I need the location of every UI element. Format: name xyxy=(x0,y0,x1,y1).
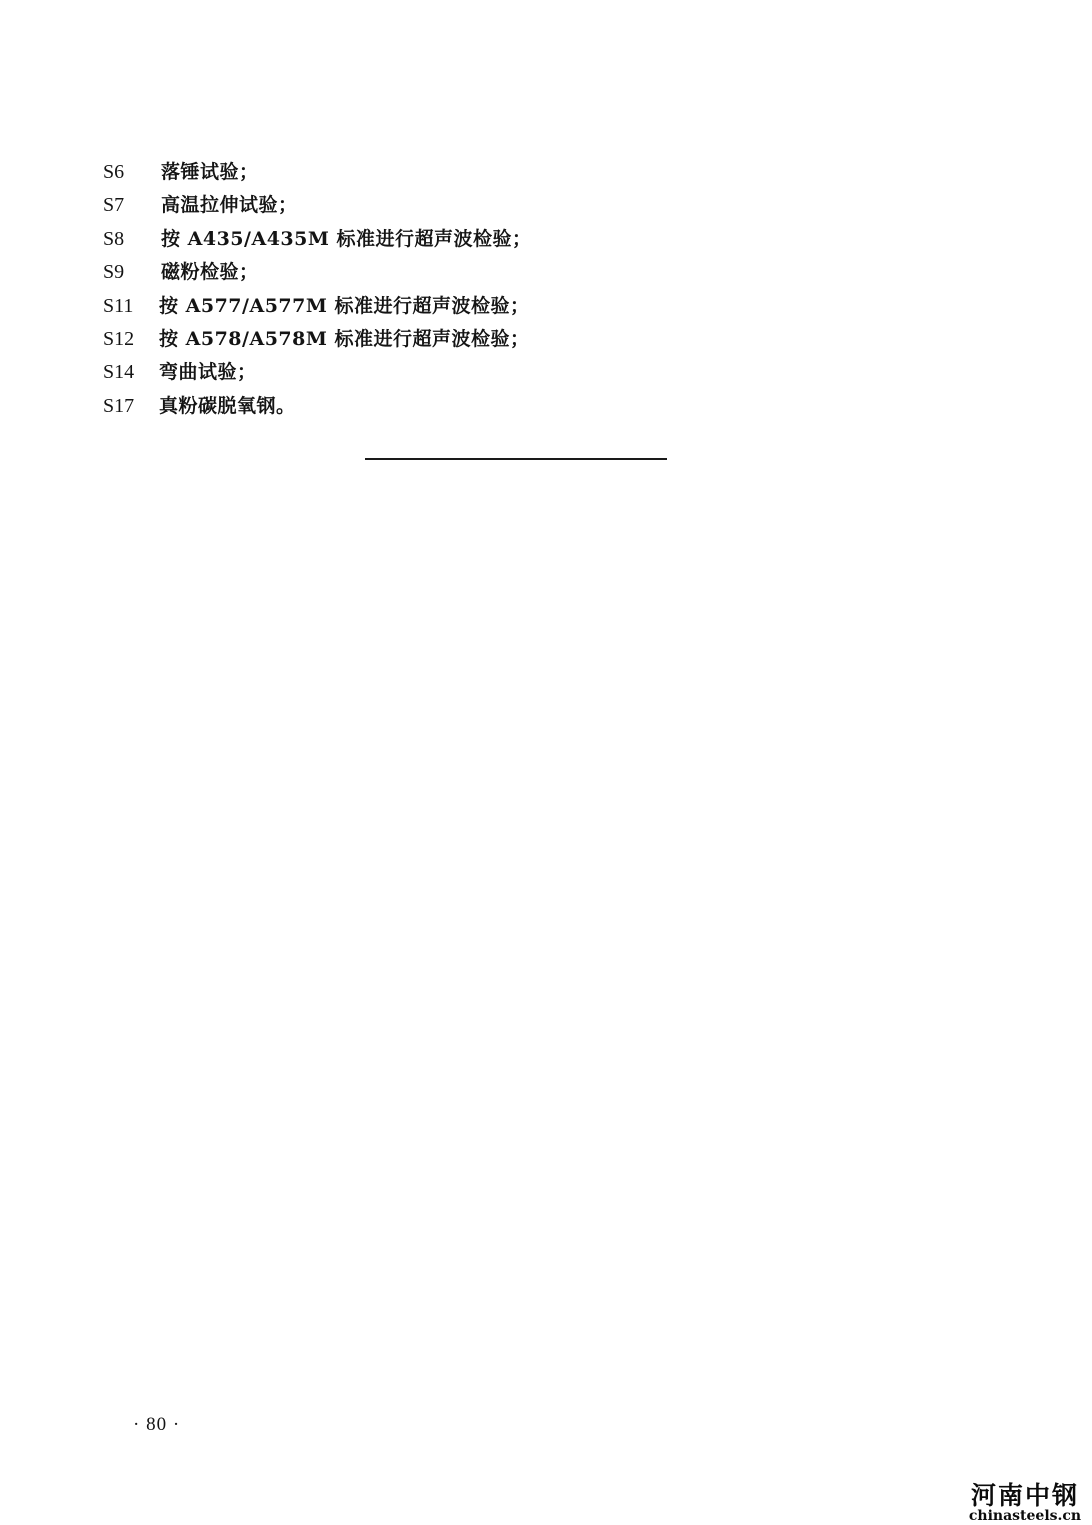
item-code: S11 xyxy=(103,294,134,317)
list-item xyxy=(103,356,532,389)
list-item xyxy=(103,290,532,323)
item-text: 高温拉伸试验； xyxy=(161,194,298,217)
page-number: · 80 · xyxy=(133,1414,181,1435)
watermark-logo xyxy=(960,1483,1090,1523)
item-text: 弯曲试验； xyxy=(159,361,257,384)
item-text: 磁粉检验； xyxy=(161,261,259,284)
item-text: 落锤试验； xyxy=(161,161,259,183)
item-code: S8 xyxy=(103,227,125,250)
item-code: S14 xyxy=(103,361,135,384)
end-of-text-rule xyxy=(365,458,667,460)
list-item xyxy=(103,323,532,356)
list-item xyxy=(103,390,532,423)
list-item xyxy=(103,223,532,256)
item-code: S17 xyxy=(103,394,135,417)
list-item xyxy=(103,189,532,222)
watermark-site: chinasteels.cn xyxy=(968,1508,1082,1524)
item-text: 真粉碳脱氧钢。 xyxy=(159,394,296,417)
item-code: S6 xyxy=(103,161,125,183)
watermark-name: 河南中钢 xyxy=(970,1481,1079,1510)
item-code: S9 xyxy=(103,261,125,284)
item-text: 按 A577/A577M 标准进行超声波检验； xyxy=(159,294,530,317)
list-item xyxy=(103,156,532,189)
list-item xyxy=(103,256,532,289)
item-text: 按 A578/A578M 标准进行超声波检验； xyxy=(159,327,530,350)
item-code: S7 xyxy=(103,194,125,217)
supplementary-requirements-list xyxy=(103,156,532,423)
item-code: S12 xyxy=(103,327,135,350)
item-text: 按 A435/A435M 标准进行超声波检验； xyxy=(161,227,532,250)
